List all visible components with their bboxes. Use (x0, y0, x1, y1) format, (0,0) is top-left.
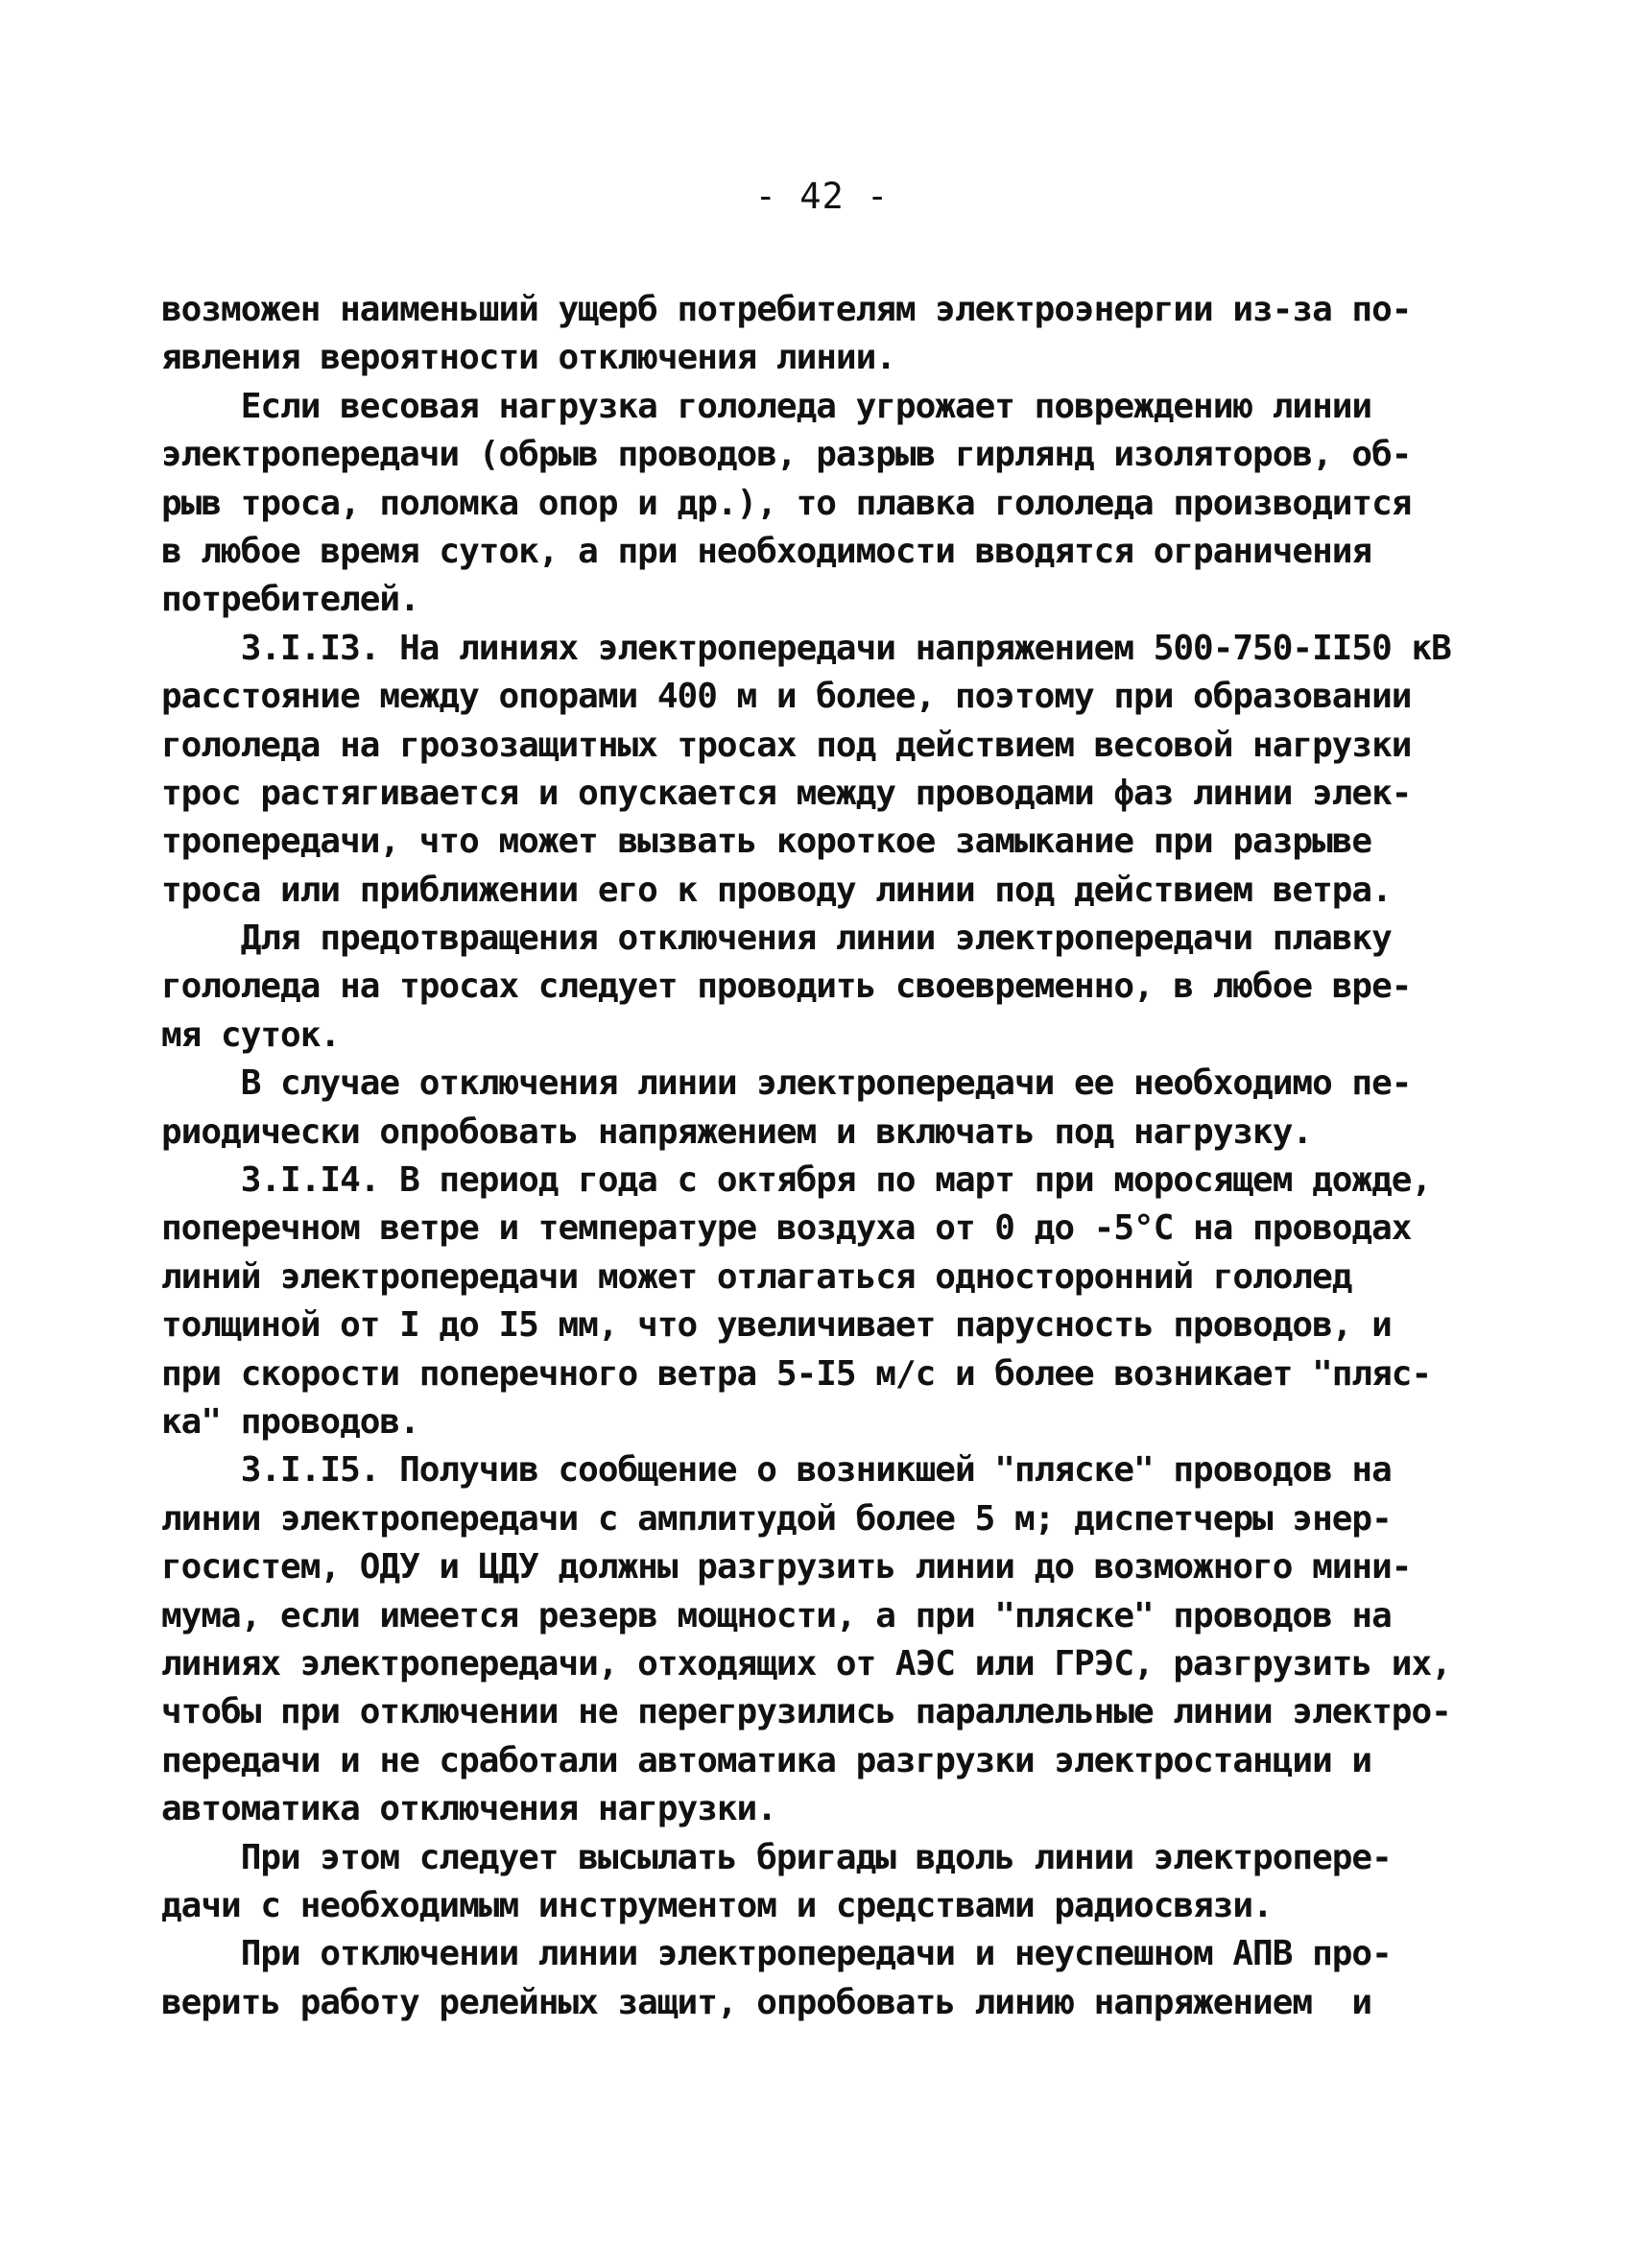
text-line: ка" проводов. (161, 1401, 419, 1442)
text-line: явления вероятности отключения линии. (161, 338, 895, 378)
text-line: в любое время суток, а при необходимости вводятся ограничения (161, 531, 1372, 571)
text-line: При этом следует высылать бригады вдоль линии электропере- (161, 1837, 1392, 1877)
text-line: гололеда на грозозащитных тросах под действием весовой нагрузки (161, 725, 1412, 765)
text-line: потребителей. (161, 580, 419, 620)
text-line: возможен наименьший ущерб потребителям электроэнергии из-за по- (161, 290, 1412, 329)
text-line: линиях электропередачи, отходящих от АЭС или ГРЭС, разгрузить их, (161, 1643, 1451, 1683)
text-line: гололеда на тросах следует проводить своевременно, в любое вре- (161, 967, 1412, 1007)
text-line: 3.I.I4. В период года с октября по март при моросящем дожде, (161, 1160, 1432, 1201)
text-line: При отключении линии электропередачи и неуспешном АПВ про- (161, 1934, 1392, 1974)
text-line: Для предотвращения отключения линии электропередачи плавку (161, 919, 1392, 959)
text-line: госистем, ОДУ и ЦДУ должны разгрузить линии до возможного мини- (161, 1547, 1412, 1588)
text-line: рыв троса, поломка опор и др.), то плавка гололеда производится (161, 483, 1412, 523)
page-number: - 42 - (754, 176, 890, 217)
text-line: дачи с необходимым инструментом и средствами радиосвязи. (161, 1885, 1273, 1925)
text-line: при скорости поперечного ветра 5-I5 м/с и более возникает "пляс- (161, 1353, 1432, 1394)
text-line: передачи и не сработали автоматика разгрузки электростанции и (161, 1740, 1372, 1780)
text-line: 3.I.I3. На линиях электропередачи напряжением 500-750-II50 кВ (161, 628, 1451, 668)
text-line: толщиной от I до I5 мм, что увеличивает парусность проводов, и (161, 1305, 1392, 1346)
text-line: мя суток. (161, 1015, 341, 1055)
text-line: расстояние между опорами 400 м и более, поэтому при образовании (161, 677, 1412, 717)
text-line: тропередачи, что может вызвать короткое замыкание при разрыве (161, 822, 1372, 862)
text-line: риодически опробовать напряжением и включать под нагрузку. (161, 1111, 1313, 1152)
body-text (161, 286, 1505, 2027)
text-line: линии электропередачи с амплитудой более 5 м; диспетчеры энер- (161, 1498, 1392, 1539)
text-line: чтобы при отключении не перегрузились параллельные линии электро- (161, 1692, 1451, 1732)
text-line: верить работу релейных защит, опробовать линию напряжением и (161, 1982, 1372, 2022)
text-line: поперечном ветре и температуре воздуха от 0 до -5°С на проводах (161, 1208, 1412, 1249)
text-line: В случае отключения линии электропередачи ее необходимо пе- (161, 1063, 1412, 1104)
text-line: Если весовая нагрузка гололеда угрожает повреждению линии (161, 386, 1372, 426)
text-line: автоматика отключения нагрузки. (161, 1789, 776, 1829)
text-line: трос растягивается и опускается между проводами фаз линии элек- (161, 773, 1412, 813)
text-line: мума, если имеется резерв мощности, а при "пляске" проводов на (161, 1595, 1392, 1635)
text-line: линий электропередачи может отлагаться односторонний гололед (161, 1256, 1352, 1297)
text-line: 3.I.I5. Получив сообщение о возникшей "пляске" проводов на (161, 1450, 1392, 1491)
text-line: электропередачи (обрыв проводов, разрыв гирлянд изоляторов, об- (161, 435, 1412, 475)
text-line: троса или приближении его к проводу линии под действием ветра. (161, 870, 1392, 910)
